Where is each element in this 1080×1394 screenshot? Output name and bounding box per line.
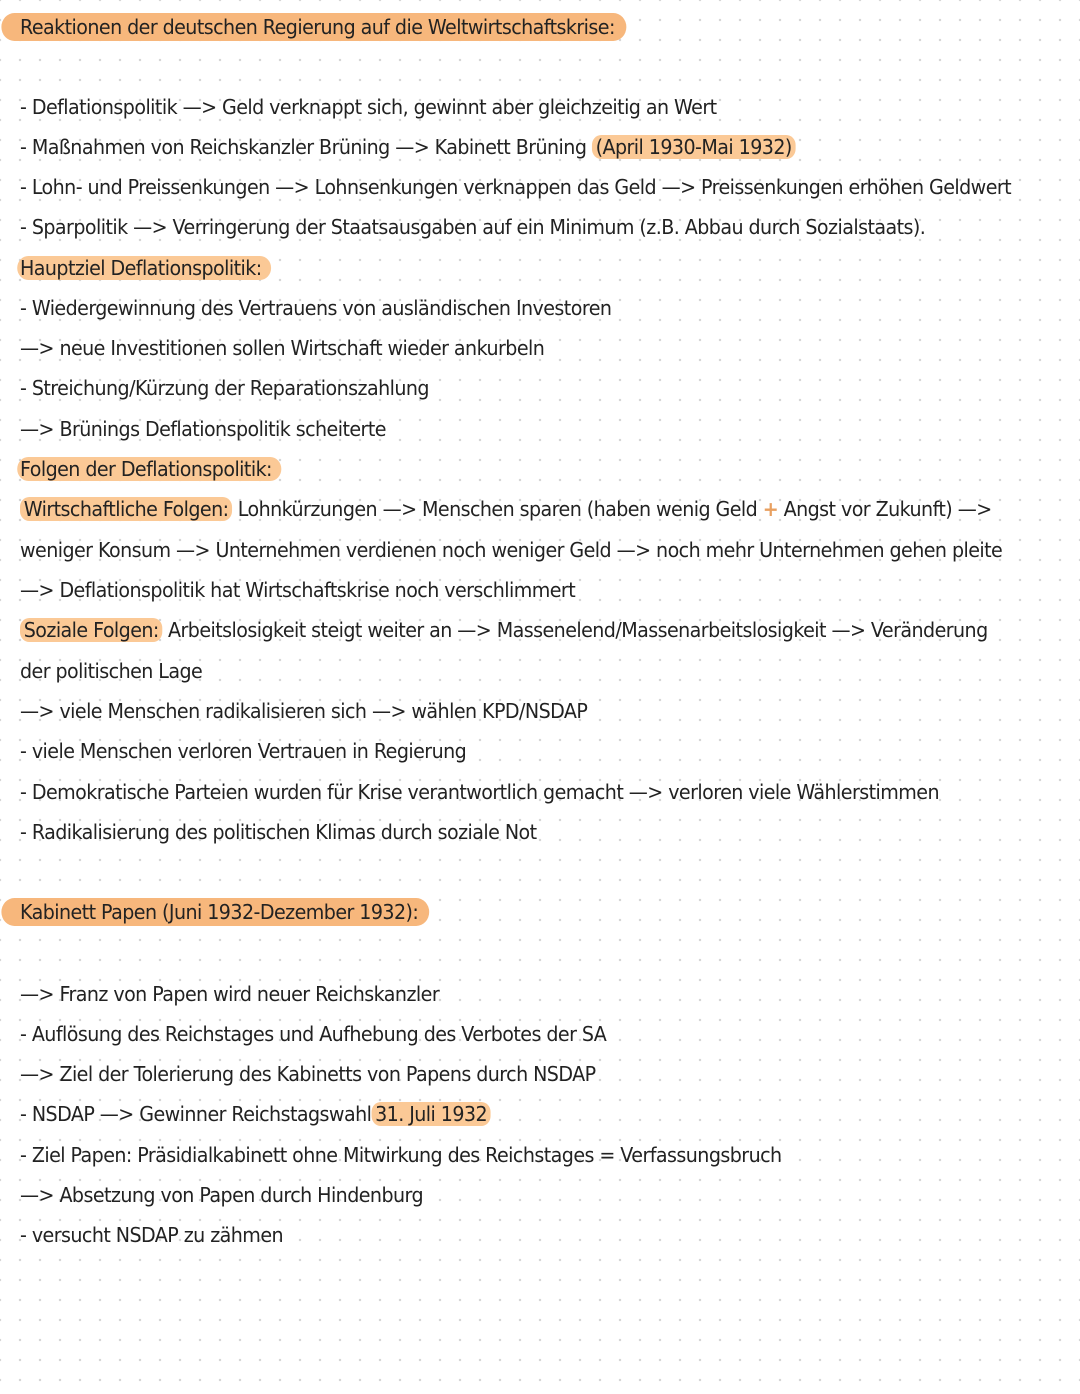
section-heading: Folgen der Deflationspolitik: bbox=[20, 454, 281, 484]
note-line: - NSDAP —> Gewinner Reichstagswahl 31. Juli 1932 bbox=[20, 1099, 491, 1129]
note-line: - Ziel Papen: Präsidialkabinett ohne Mitwirkung des Reichstages = Verfassungsbruch bbox=[20, 1143, 782, 1167]
note-line: - viele Menschen verloren Vertrauen in Regierung bbox=[20, 739, 467, 763]
note-line: - Radikalisierung des politischen Klimas durch soziale Not bbox=[20, 820, 537, 844]
note-line: - versucht NSDAP zu zähmen bbox=[20, 1223, 284, 1247]
note-line: —> Absetzung von Papen durch Hindenburg bbox=[20, 1183, 424, 1207]
note-line: Soziale Folgen: Arbeitslosigkeit steigt weiter an —> Massenelend/Massenarbeitslosigkeit —> Veränderung bbox=[20, 615, 988, 645]
note-line: —> Deflationspolitik hat Wirtschaftskrise noch verschlimmert bbox=[20, 578, 576, 602]
note-line: —> Franz von Papen wird neuer Reichskanzler bbox=[20, 982, 440, 1006]
note-line: - Maßnahmen von Reichskanzler Brüning —> Kabinett Brüning (April 1930-Mai 1932) bbox=[20, 132, 796, 162]
note-line: - Demokratische Parteien wurden für Krise verantwortlich gemacht —> verloren viele Wählerstimmen bbox=[20, 780, 939, 804]
note-line: —> Brünings Deflationspolitik scheiterte bbox=[20, 417, 386, 441]
note-line: —> neue Investitionen sollen Wirtschaft wieder ankurbeln bbox=[20, 336, 545, 360]
note-line: der politischen Lage bbox=[20, 659, 203, 683]
note-line: —> viele Menschen radikalisieren sich —> wählen KPD/NSDAP bbox=[20, 699, 588, 723]
section-heading: Hauptziel Deflationspolitik: bbox=[20, 253, 271, 283]
page-title: Reaktionen der deutschen Regierung auf die Weltwirtschaftskrise: bbox=[20, 12, 626, 42]
note-line: - Sparpolitik —> Verringerung der Staatsausgaben auf ein Minimum (z.B. Abbau durch Sozialstaats). bbox=[20, 215, 926, 239]
note-line: weniger Konsum —> Unternehmen verdienen noch weniger Geld —> noch mehr Unternehmen gehen pleite bbox=[20, 538, 1003, 562]
note-line: —> Ziel der Tolerierung des Kabinetts von Papens durch NSDAP bbox=[20, 1062, 596, 1086]
note-line: Wirtschaftliche Folgen: Lohnkürzungen —> Menschen sparen (haben wenig Geld + Angst vor Zukunft) —> bbox=[20, 494, 992, 524]
note-line: - Wiedergewinnung des Vertrauens von ausländischen Investoren bbox=[20, 296, 612, 320]
note-line: - Auflösung des Reichstages und Aufhebung des Verbotes der SA bbox=[20, 1022, 607, 1046]
note-line: - Streichung/Kürzung der Reparationszahlung bbox=[20, 376, 429, 400]
section-heading: Kabinett Papen (Juni 1932-Dezember 1932): bbox=[20, 897, 429, 927]
note-line: - Lohn- und Preissenkungen —> Lohnsenkungen verknappen das Geld —> Preissenkungen erhöhen Geldwert bbox=[20, 175, 1012, 199]
note-line: - Deflationspolitik —> Geld verknappt sich, gewinnt aber gleichzeitig an Wert bbox=[20, 95, 717, 119]
